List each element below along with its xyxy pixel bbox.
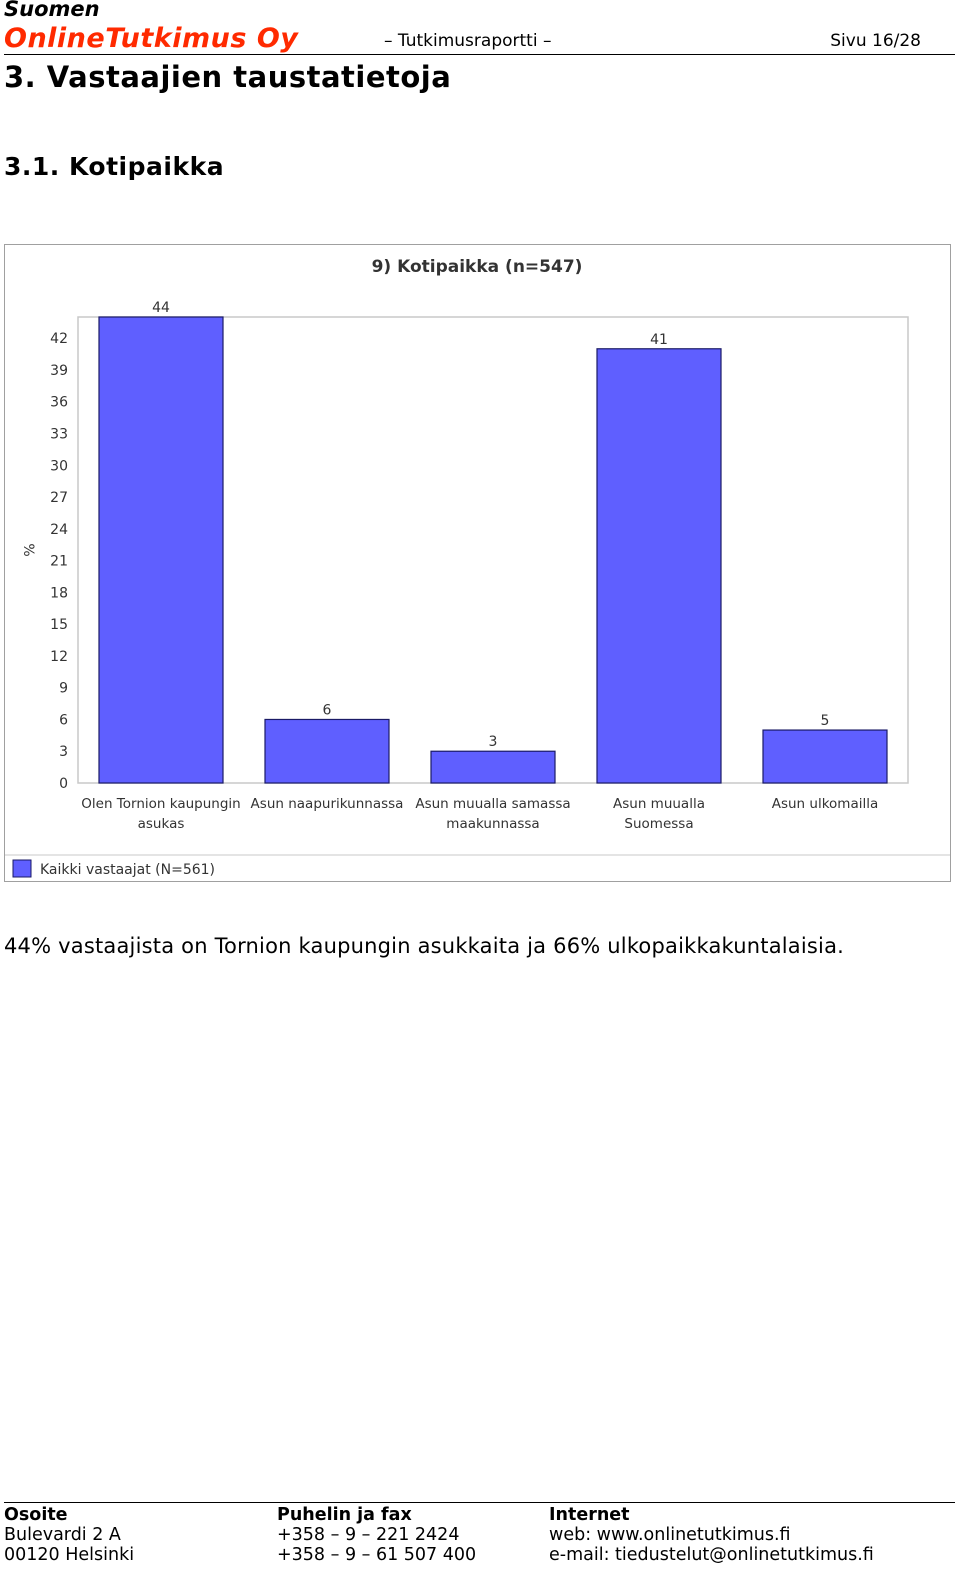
y-tick-label: 0 [59,776,68,792]
header-divider [4,54,955,55]
footer-internet-heading: Internet [549,1505,630,1525]
footer-address-heading: Osoite [4,1505,68,1525]
footer-address [4,1505,134,1565]
chart-title: 9) Kotipaikka (n=547) [371,257,583,277]
summary-text: 44% vastaajista on Tornion kaupungin asukkaita ja 66% ulkopaikkakuntalaisia. [4,934,845,958]
footer-phone-line2: +358 – 9 – 61 507 400 [277,1545,477,1565]
document-type: – Tutkimusraportti – [384,31,552,51]
footer-address-line2: 00120 Helsinki [4,1545,135,1565]
y-tick-label: 3 [59,744,68,761]
legend-swatch [13,860,31,877]
footer-email-link[interactable]: e-mail: tiedustelut@onlinetutkimus.fi [549,1545,874,1565]
y-axis-label: % [20,543,36,557]
bar-value-label: 3 [488,734,498,751]
y-tick-label: 6 [59,712,68,729]
y-tick-label: 12 [50,648,68,665]
y-tick-label: 15 [50,617,68,634]
x-tick-label: Olen Tornion kaupungin [81,796,241,812]
y-tick-label: 18 [50,585,68,602]
y-tick-label: 36 [50,394,68,411]
footer-internet [549,1505,874,1565]
page-number: Sivu 16/28 [830,31,921,51]
chart-bar [265,719,389,783]
footer-phone [277,1505,476,1565]
bar-chart [4,244,951,882]
x-tick-label: Asun muualla samassa [415,796,571,812]
brand-logo-text: OnlineTutkimus Oy [4,23,299,54]
chart-bar [597,349,721,783]
chart-bar [431,751,555,783]
chart-bar [99,317,223,783]
bar-value-label: 6 [322,702,332,719]
section-title: 3. Vastaajien taustatietoja [4,60,452,94]
x-tick-label: maakunnassa [446,816,540,832]
x-tick-label: Asun naapurikunnassa [250,796,404,812]
bar-value-label: 41 [650,331,668,348]
y-tick-label: 27 [50,490,68,507]
y-tick-label: 33 [50,426,68,443]
y-tick-label: 39 [50,362,68,379]
legend-label: Kaikki vastaajat (N=561) [40,862,216,878]
x-tick-label: asukas [137,816,185,832]
chart-bar [763,730,887,783]
bar-value-label: 44 [152,300,170,316]
footer-divider [4,1502,955,1503]
y-tick-label: 9 [59,680,68,697]
footer-address-line1: Bulevardi 2 A [4,1525,121,1545]
y-tick-label: 30 [50,458,68,475]
page-header [0,0,955,56]
x-tick-label: Suomessa [624,816,694,832]
y-tick-label: 42 [50,331,68,348]
x-tick-label: Asun ulkomailla [771,796,879,812]
chart-canvas [5,245,950,881]
page-footer [0,1500,960,1576]
x-tick-label: Asun muualla [613,796,705,812]
y-tick-label: 24 [50,521,68,538]
footer-web-link[interactable]: web: www.onlinetutkimus.fi [549,1525,791,1545]
footer-phone-heading: Puhelin ja fax [277,1505,412,1525]
bar-value-label: 5 [820,713,830,730]
footer-phone-line1: +358 – 9 – 221 2424 [277,1525,460,1545]
y-tick-label: 21 [50,553,68,570]
brand-top-text: Suomen [4,0,100,21]
subsection-title: 3.1. Kotipaikka [4,152,225,181]
